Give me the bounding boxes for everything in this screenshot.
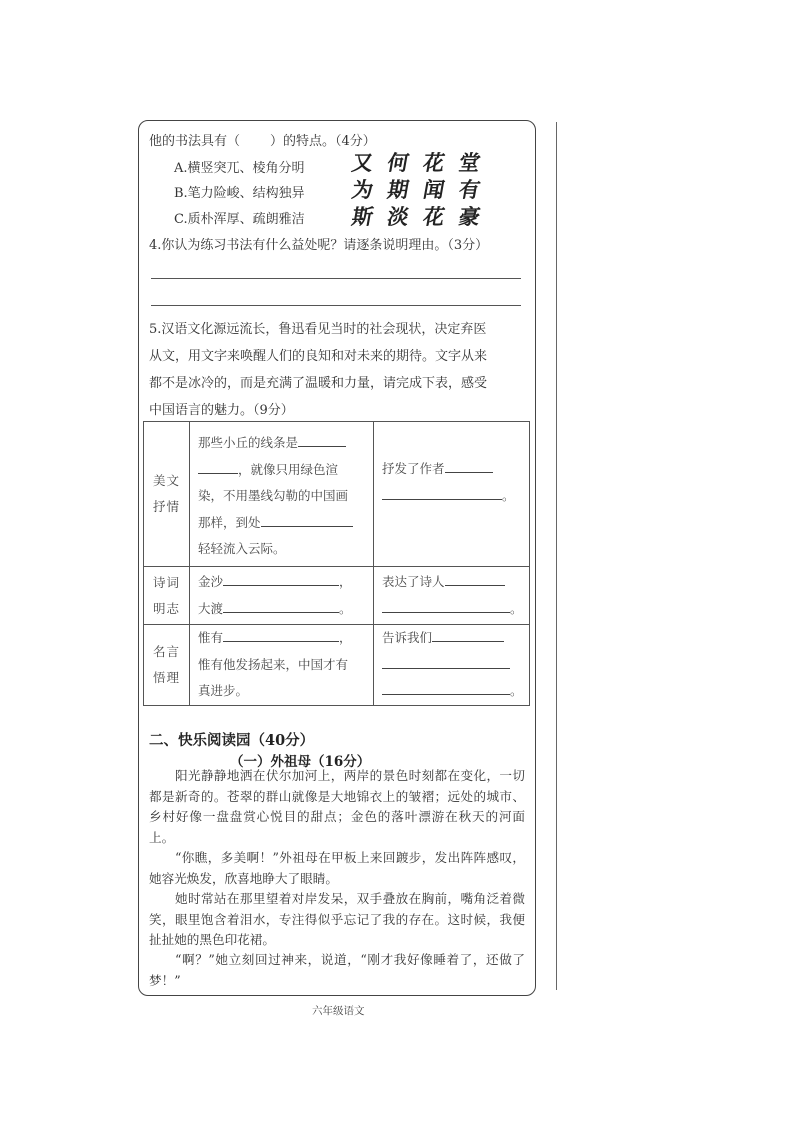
table-answer-cell: 抒发了作者 。: [374, 422, 530, 567]
table-content-cell: 惟有 ， 惟有他发扬起来，中国才有 真进步。: [190, 625, 374, 706]
table-answer-cell: 表达了诗人 。: [374, 567, 530, 625]
next-page-edge: [556, 122, 557, 990]
passage-paragraph: “啊？”她立刻回过神来，说道，“刚才我好像睡着了，还做了梦！”: [149, 952, 525, 988]
fill-blank[interactable]: [223, 600, 339, 613]
q4-answer-line[interactable]: [151, 278, 521, 279]
q5-line: 都不是冰冷的，而是充满了温暖和力量，请完成下表，感受: [149, 376, 488, 391]
q3-stem: 他的书法具有（ ）的特点。（4分）: [149, 134, 376, 149]
table-answer-cell: 告诉我们 。: [374, 625, 530, 706]
table-content-cell: 那些小丘的线条是 ，就像只用绿色渲 染，不用墨线勾勒的中国画 那样，到处 轻轻流入云际。: [190, 422, 374, 567]
fill-blank[interactable]: [198, 461, 238, 474]
passage-paragraph: 阳光静静地洒在伏尔加河上，两岸的景色时刻都在变化，一切都是新奇的。苍翠的群山就像是大地锦衣上的皱褶；远处的城市、乡村好像一盘盘赏心悦目的甜点；金色的落叶漂游在秋天的河面上。: [149, 768, 525, 845]
fill-blank[interactable]: [223, 629, 339, 642]
q5-line: 5.汉语文化源远流长，鲁迅看见当时的社会现状，决定弃医: [149, 322, 487, 337]
fill-blank[interactable]: [298, 434, 346, 447]
fill-blank[interactable]: [223, 573, 339, 586]
passage-paragraph: “你瞧，多美啊！”外祖母在甲板上来回踱步，发出阵阵感叹，她容光焕发，欣喜地睁大了眼睛。: [149, 850, 525, 886]
table-category-cell: 美文 抒情: [144, 422, 190, 567]
q5-line: 从文，用文字来唤醒人们的良知和对未来的期待。文字从来: [149, 349, 488, 364]
fill-blank[interactable]: [432, 629, 504, 642]
q5-table: [143, 421, 530, 706]
passage-paragraph: 她时常站在那里望着对岸发呆，双手叠放在胸前，嘴角泛着微笑，眼里饱含着泪水，专注得似乎忘记了我的存在。这时候，我便扯扯她的黑色印花裙。: [149, 891, 525, 947]
fill-blank[interactable]: [382, 487, 502, 500]
table-row: [144, 567, 530, 625]
calligraphy-row: 又 何 花 堂: [349, 150, 483, 175]
fill-blank[interactable]: [445, 460, 493, 473]
q3-option-b[interactable]: B.笔力险峻、结构独异: [174, 186, 305, 201]
fill-blank[interactable]: [382, 656, 510, 669]
table-row: [144, 625, 530, 706]
fill-blank[interactable]: [445, 573, 505, 586]
q4-answer-line[interactable]: [151, 305, 521, 306]
q4-stem: 4.你认为练习书法有什么益处呢？请逐条说明理由。（3分）: [149, 238, 489, 253]
table-category-cell: 诗词 明志: [144, 567, 190, 625]
calligraphy-sample: [349, 150, 483, 232]
table-row: [144, 422, 530, 567]
passage-title: （一）外祖母（16分）: [230, 754, 371, 770]
q3-option-a[interactable]: A.横竖突兀、棱角分明: [174, 161, 305, 176]
calligraphy-row: 斯 淡 花 豪: [349, 204, 483, 229]
fill-blank[interactable]: [382, 600, 510, 613]
fill-blank[interactable]: [261, 514, 353, 527]
q5-line: 中国语言的魅力。（9分）: [149, 403, 294, 418]
page-footer: 六年级语文: [312, 1005, 365, 1017]
table-category-cell: 名言 悟理: [144, 625, 190, 706]
fill-blank[interactable]: [382, 682, 510, 695]
section-title: 二、快乐阅读园（40分）: [149, 732, 315, 749]
q3-option-c[interactable]: C.质朴浑厚、疏朗雅洁: [174, 212, 305, 227]
calligraphy-row: 为 期 闻 有: [349, 177, 483, 202]
table-content-cell: 金沙 ， 大渡 。: [190, 567, 374, 625]
